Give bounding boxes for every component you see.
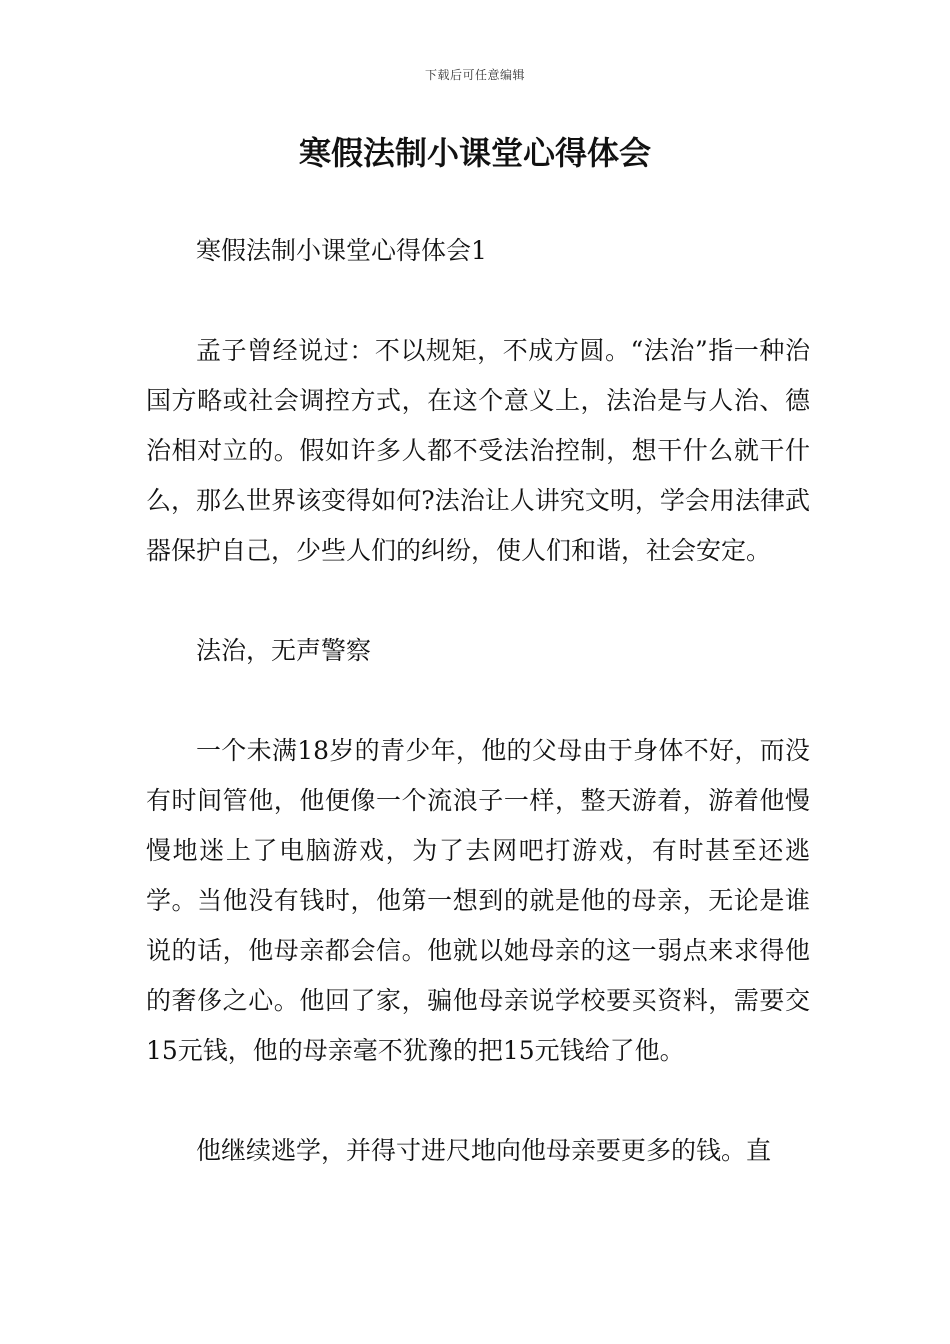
section-heading: 寒假法制小课堂心得体会1 — [196, 236, 487, 265]
body-paragraph: 一个未满18岁的青少年，他的父母由于身体不好，而没有时间管他，他便像一个流浪子一样，整天游着，游着他慢慢地迷上了电脑游戏，为了去网吧打游戏，有时甚至还逃学。当他没有钱时，他第一想到的就是他的母亲，无论是谁说的话，他母亲都会信。他就以她母亲的这一弱点来求得他的奢侈之心。他回了家，骗他母亲说学校要买资料，需要交15元钱，他的母亲毫不犹豫的把15元钱给了他。 — [146, 736, 810, 1065]
paragraph-gap — [146, 576, 810, 626]
document-body — [146, 226, 810, 1176]
body-paragraph: 他继续逃学，并得寸进尺地向他母亲要更多的钱。直 — [196, 1136, 772, 1165]
paragraph-gap — [146, 676, 810, 726]
body-paragraph: 孟子曾经说过：不以规矩，不成方圆。“法治”指一种治国方略或社会调控方式，在这个意义上，法治是与人治、德治相对立的。假如许多人都不受法治控制，想干什么就干什么，那么世界该变得如何?法治让人讲究文明，学会用法律武器保护自己，少些人们的纠纷，使人们和谐，社会安定。 — [146, 336, 810, 565]
subheading-paragraph: 法治，无声警察 — [196, 636, 372, 665]
document-title: 寒假法制小课堂心得体会 — [298, 134, 651, 172]
paragraph-gap — [146, 1076, 810, 1126]
header-note: 下载后可任意编辑 — [424, 68, 525, 82]
paragraph-gap — [146, 276, 810, 326]
